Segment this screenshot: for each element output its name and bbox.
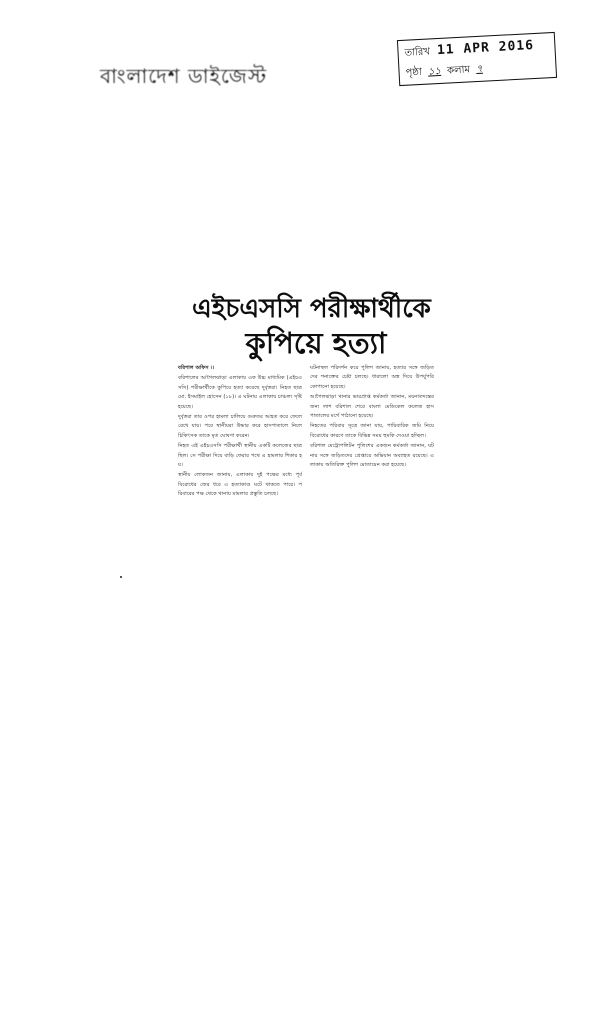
stamp-page-label: পৃষ্ঠা (405, 66, 423, 79)
article-paragraph: নিহত এই এইচএসসি পরীক্ষার্থী স্থানীয় একটি কলেজের ছাত্র ছিল। সে পরীক্ষা দিয়ে বাড়ি ফেরার পথে এ হামলার শিকার হয়। (178, 443, 302, 469)
headline-line-2: কুপিয়ে হত্যা (245, 326, 387, 360)
archive-date-stamp (397, 32, 557, 86)
article-body (178, 364, 434, 501)
news-clipping (178, 292, 434, 582)
article-paragraph: ঘটনাস্থল পরিদর্শন করে পুলিশ জানায়, হত্যার সঙ্গে জড়িতদের শনাক্তের চেষ্টা চলছে। ধারালো অস্ত্র দিয়ে উপর্যুপরি কোপানো হয়েছে। (310, 365, 434, 390)
stamp-date: 11 APR 2016 (436, 38, 535, 59)
article-byline: বরিশাল অফিস ।। (178, 365, 215, 371)
newspaper-masthead: বাংলাদেশ ডাইজেস্ট (100, 64, 267, 88)
article-paragraph: দুর্বৃত্তরা তার ওপর হামলা চালিয়ে গুরুতর আহত করে ফেলে রেখে যায়। পরে স্থানীয়রা উদ্ধার করে হাসপাতালে নিলে চিকিৎসক তাকে মৃত ঘোষণা করেন। (178, 414, 302, 439)
stamp-date-label: তারিখ (404, 46, 431, 59)
stamp-page-value: ১১ (427, 65, 442, 78)
stamp-column-value: ৭ (475, 63, 484, 76)
article-paragraph: বরিশালের আগৈলঝাড়া এলাকায় এক উচ্চ মাধ্যমিক (এইচএসসি) পরীক্ষার্থীকে কুপিয়ে হত্যা করেছে দুর্বৃত্তরা। নিহত ছাত্র মো. ইসমাইল হোসেন (১৮)। এ ঘটনায় এলাকায় চাঞ্চল্য সৃষ্টি হয়েছে। (178, 375, 302, 410)
article-column-right (310, 364, 434, 501)
article-headline (178, 292, 434, 360)
scan-speck (120, 576, 122, 578)
stamp-column-label: কলাম (446, 64, 471, 77)
headline-line-1: এইচএসসি পরীক্ষার্থীকে (192, 294, 431, 324)
article-paragraph: বরিশাল মেট্রোপলিটন পুলিশের একজন কর্মকর্তা জানান, ঘটনার সঙ্গে জড়িতদের গ্রেপ্তারে অভিযান অব্যাহত রয়েছে। এলাকায় অতিরিক্ত পুলিশ মোতায়েন করা হয়েছে। (310, 443, 434, 469)
article-paragraph: আগৈলঝাড়া থানার ভারপ্রাপ্ত কর্মকর্তা জানান, ময়নাতদন্তের জন্য লাশ বরিশাল শেরে বাংলা মেডিকেল কলেজ হাসপাতালের মর্গে পাঠানো হয়েছে। (310, 394, 434, 420)
article-column-left (178, 364, 302, 501)
article-paragraph: স্থানীয় লোকজন জানায়, এলাকায় দুই পক্ষের মধ্যে পূর্ব বিরোধের জের ধরে এ হত্যাকাণ্ড ঘটে থাকতে পারে। পরিবারের পক্ষ থেকে থানায় মামলার প্রস্তুতি চলছে। (178, 472, 302, 498)
article-paragraph: নিহতের পরিবার সূত্রে জানা যায়, পারিবারিক জমি নিয়ে বিরোধের কারণে তাকে বিভিন্ন সময় হুমকি দেওয়া হচ্ছিল। (310, 423, 434, 439)
